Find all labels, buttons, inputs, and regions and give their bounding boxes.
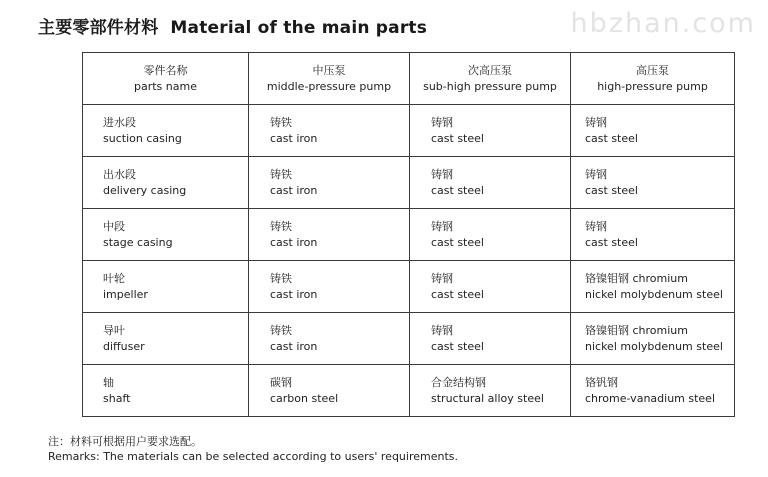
remarks-en: Remarks: The materials can be selected according to users' requirements. [48,450,458,463]
cell-part [83,365,249,417]
cell-zh: 铸铁 [270,323,292,337]
cell-subhigh [410,157,571,209]
cell-zh: 铸钢 [431,323,453,337]
cell-en: cast steel [431,183,484,197]
cell-zh: 碳钢 [270,375,292,389]
cell-part [83,313,249,365]
header-en: high-pressure pump [597,79,708,93]
cell-en: delivery casing [103,183,187,197]
cell-zh: 铬镍钼钢 chromium [585,271,688,285]
materials-table [82,52,735,417]
header-high-pressure [571,53,735,105]
header-parts-name [83,53,249,105]
cell-en: stage casing [103,235,173,249]
cell-en: cast steel [431,131,484,145]
cell-zh: 铸钢 [585,167,607,181]
cell-middle [249,105,410,157]
cell-high [571,209,735,261]
cell-zh: 进水段 [103,115,136,129]
cell-en: cast steel [431,339,484,353]
cell-middle [249,261,410,313]
table-row [83,313,735,365]
header-zh: 次高压泵 [468,63,512,77]
cell-zh: 中段 [103,219,125,233]
header-en: parts name [134,79,197,93]
cell-zh: 出水段 [103,167,136,181]
header-sub-high-pressure [410,53,571,105]
header-zh: 中压泵 [312,63,346,77]
cell-zh: 铸钢 [431,167,453,181]
remarks [48,434,458,464]
cell-zh: 铸铁 [270,167,292,181]
header-zh: 零件名称 [143,63,188,77]
cell-zh: 合金结构钢 [431,375,486,389]
page-title [38,13,427,38]
cell-en: carbon steel [270,391,339,405]
cell-en: cast iron [270,183,318,197]
table-body [83,105,735,417]
cell-high [571,105,735,157]
cell-middle [249,365,410,417]
cell-en: cast steel [585,235,638,249]
table-row [83,261,735,313]
title-en: Material of the main parts [170,18,428,38]
cell-en: diffuser [103,339,145,353]
cell-part [83,105,249,157]
table-row [83,157,735,209]
cell-en: suction casing [103,131,182,145]
cell-en: cast iron [270,131,318,145]
title-zh: 主要零部件材料 [38,18,159,38]
cell-zh: 铸铁 [270,271,292,285]
cell-zh: 铸铁 [270,115,292,129]
cell-subhigh [410,261,571,313]
table-row [83,209,735,261]
cell-subhigh [410,365,571,417]
cell-en: nickel molybdenum steel [585,287,723,301]
cell-en: structural alloy steel [431,391,544,405]
cell-middle [249,209,410,261]
cell-en: cast steel [431,235,484,249]
cell-zh: 导叶 [103,323,125,337]
header-en: middle-pressure pump [266,79,392,93]
cell-en: cast steel [585,131,638,145]
header-middle-pressure [249,53,410,105]
table-header [83,53,735,105]
cell-en: impeller [103,287,148,301]
cell-en: cast iron [270,287,318,301]
cell-middle [249,157,410,209]
cell-zh: 铬镍钼钢 chromium [585,323,688,337]
header-zh: 高压泵 [636,63,669,77]
table-row [83,105,735,157]
cell-en: nickel molybdenum steel [585,339,723,353]
cell-subhigh [410,313,571,365]
cell-high [571,157,735,209]
cell-en: cast steel [585,183,638,197]
header-en: sub-high pressure pump [423,79,557,93]
cell-zh: 铸钢 [585,115,607,129]
cell-en: chrome-vanadium steel [585,391,716,405]
table-row [83,365,735,417]
cell-subhigh [410,209,571,261]
cell-part [83,261,249,313]
cell-zh: 轴 [103,375,114,389]
watermark: hbzhan.com [570,8,756,39]
cell-zh: 铸钢 [431,219,453,233]
cell-high [571,365,735,417]
header-row [83,53,735,105]
cell-zh: 铸钢 [585,219,607,233]
cell-zh: 铬钒钢 [585,375,618,389]
cell-zh: 铸钢 [431,271,453,285]
cell-en: cast iron [270,235,318,249]
cell-part [83,209,249,261]
cell-high [571,313,735,365]
cell-en: shaft [103,391,131,405]
cell-zh: 铸钢 [431,115,453,129]
cell-zh: 铸铁 [270,219,292,233]
cell-high [571,261,735,313]
cell-en: cast iron [270,339,318,353]
remarks-zh: 注：材料可根据用户要求选配。 [48,435,202,448]
cell-zh: 叶轮 [103,271,125,285]
cell-en: cast steel [431,287,484,301]
cell-subhigh [410,105,571,157]
cell-middle [249,313,410,365]
cell-part [83,157,249,209]
